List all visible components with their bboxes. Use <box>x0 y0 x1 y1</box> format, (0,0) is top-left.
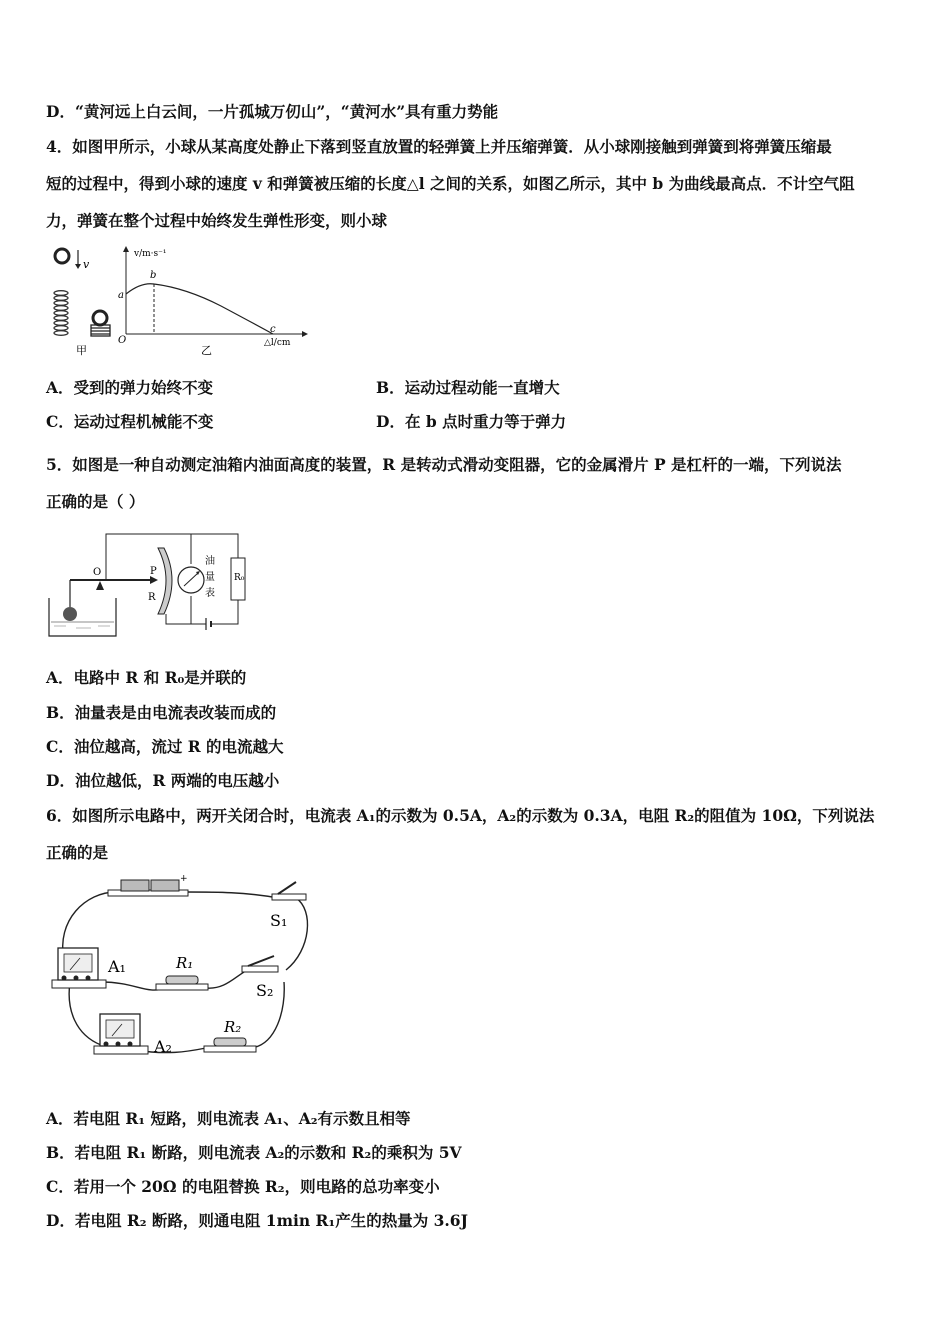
q6-figure <box>46 870 316 1070</box>
fig5-meter-char2: 量 <box>205 572 215 583</box>
q6-option-c: C．若用一个 20Ω 的电阻替换 R₂，则电路的总功率变小 <box>46 1177 440 1196</box>
fig4-origin: O <box>118 335 127 346</box>
q4-option-c: C．运动过程机械能不变 <box>46 412 214 431</box>
oil-tank <box>49 598 116 636</box>
q6-stem-line1: 6．如图所示电路中，两开关闭合时，电流表 A₁的示数为 0.5A，A₂的示数为 0.3A，电阻 R₂的阻值为 10Ω，下列说法 <box>46 806 875 825</box>
q4-figure <box>46 242 316 362</box>
ammeter-a2-icon <box>94 1014 148 1054</box>
y-axis-arrow-icon <box>123 246 129 252</box>
fig6-label-a2: A₂ <box>154 1037 172 1056</box>
q6-option-b: B．若电阻 R₁ 断路，则电流表 A₂的示数和 R₂的乘积为 5V <box>46 1143 462 1162</box>
spring-icon <box>54 291 68 336</box>
fig5-meter-char1: 油 <box>205 556 215 567</box>
fig5-meter-char3: 表 <box>205 588 215 599</box>
switch-s2-icon <box>242 956 278 972</box>
fig4-point-a: a <box>118 290 124 301</box>
resistor-r2-icon <box>204 1038 256 1052</box>
battery-icon <box>206 618 211 630</box>
q6-option-d: D．若电阻 R₂ 断路，则通电阻 1min R₁产生的热量为 3.6J <box>46 1211 468 1230</box>
float-ball-icon <box>63 607 77 621</box>
resistor-r1-icon <box>156 976 208 990</box>
fig4-point-b: b <box>150 270 157 281</box>
q5-option-b: B．油量表是由电流表改装而成的 <box>46 703 277 722</box>
q5-option-c: C．油位越高，流过 R 的电流越大 <box>46 737 284 756</box>
q5-stem-line2: 正确的是（ ） <box>46 492 145 511</box>
q4-option-d: D．在 b 点时重力等于弹力 <box>376 412 567 431</box>
q6-option-a: A．若电阻 R₁ 短路，则电流表 A₁、A₂有示数且相等 <box>46 1109 411 1128</box>
fig4-v-label: v <box>83 258 90 271</box>
q5-option-d: D．油位越低，R 两端的电压越小 <box>46 771 280 790</box>
q4-stem-line2: 短的过程中，得到小球的速度 v 和弹簧被压缩的长度△l 之间的关系，如图乙所示，其中 b 为曲线最高点．不计空气阻 <box>46 174 855 193</box>
fig5-label-r0: R₀ <box>234 573 245 583</box>
q5-option-a: A．电路中 R 和 R₀是并联的 <box>46 668 247 687</box>
x-axis-arrow-icon <box>302 331 308 337</box>
fig5-label-p: P <box>150 566 157 577</box>
fig6-label-s1: S₁ <box>270 911 288 930</box>
battery-icon <box>108 874 188 896</box>
q5-stem-line1: 5．如图是一种自动测定油箱内油面高度的装置，R 是转动式滑动变阻器，它的金属滑片 P 是杠杆的一端，下列说法 <box>46 455 842 474</box>
fig5-label-r: R <box>148 592 156 603</box>
svg-text:+: + <box>180 874 188 884</box>
q3-option-d: D．“黄河远上白云间，一片孤城万仞山”，“黄河水”具有重力势能 <box>46 102 499 121</box>
oil-meter-icon <box>178 567 204 593</box>
lever-arrow-icon <box>150 576 158 584</box>
q4-option-b: B．运动过程动能一直增大 <box>376 378 560 397</box>
q6-stem-line2: 正确的是 <box>46 843 109 862</box>
fig6-label-r2: R₂ <box>224 1018 242 1036</box>
rotary-resistor <box>158 548 172 614</box>
fig4-caption-jia: 甲 <box>76 344 87 357</box>
velocity-arrow-icon <box>75 250 81 269</box>
ammeter-a1-icon <box>52 948 106 988</box>
fig4-point-c: c <box>270 324 276 335</box>
fig6-label-s2: S₂ <box>256 981 274 1000</box>
fig4-caption-yi: 乙 <box>201 344 212 357</box>
fig5-label-o: O <box>93 567 102 578</box>
velocity-curve <box>126 284 273 334</box>
fig4-x-axis-label: △l/cm <box>264 338 291 348</box>
fig6-label-a1: A₁ <box>108 957 126 976</box>
pivot-icon <box>96 581 104 590</box>
fig4-y-axis-label: v/m·s⁻¹ <box>134 249 167 259</box>
fig6-label-r1: R₁ <box>176 954 194 972</box>
q5-figure <box>46 528 256 643</box>
switch-s1-icon <box>272 882 306 900</box>
q4-option-a: A．受到的弹力始终不变 <box>46 378 214 397</box>
q4-stem-line3: 力，弹簧在整个过程中始终发生弹性形变，则小球 <box>46 211 388 230</box>
q4-stem-line1: 4．如图甲所示，小球从某高度处静止下落到竖直放置的轻弹簧上并压缩弹簧．从小球刚接触到弹簧到将弹簧压缩最 <box>46 137 832 156</box>
compressed-spring-icon <box>91 311 110 336</box>
ball-icon <box>55 249 69 263</box>
